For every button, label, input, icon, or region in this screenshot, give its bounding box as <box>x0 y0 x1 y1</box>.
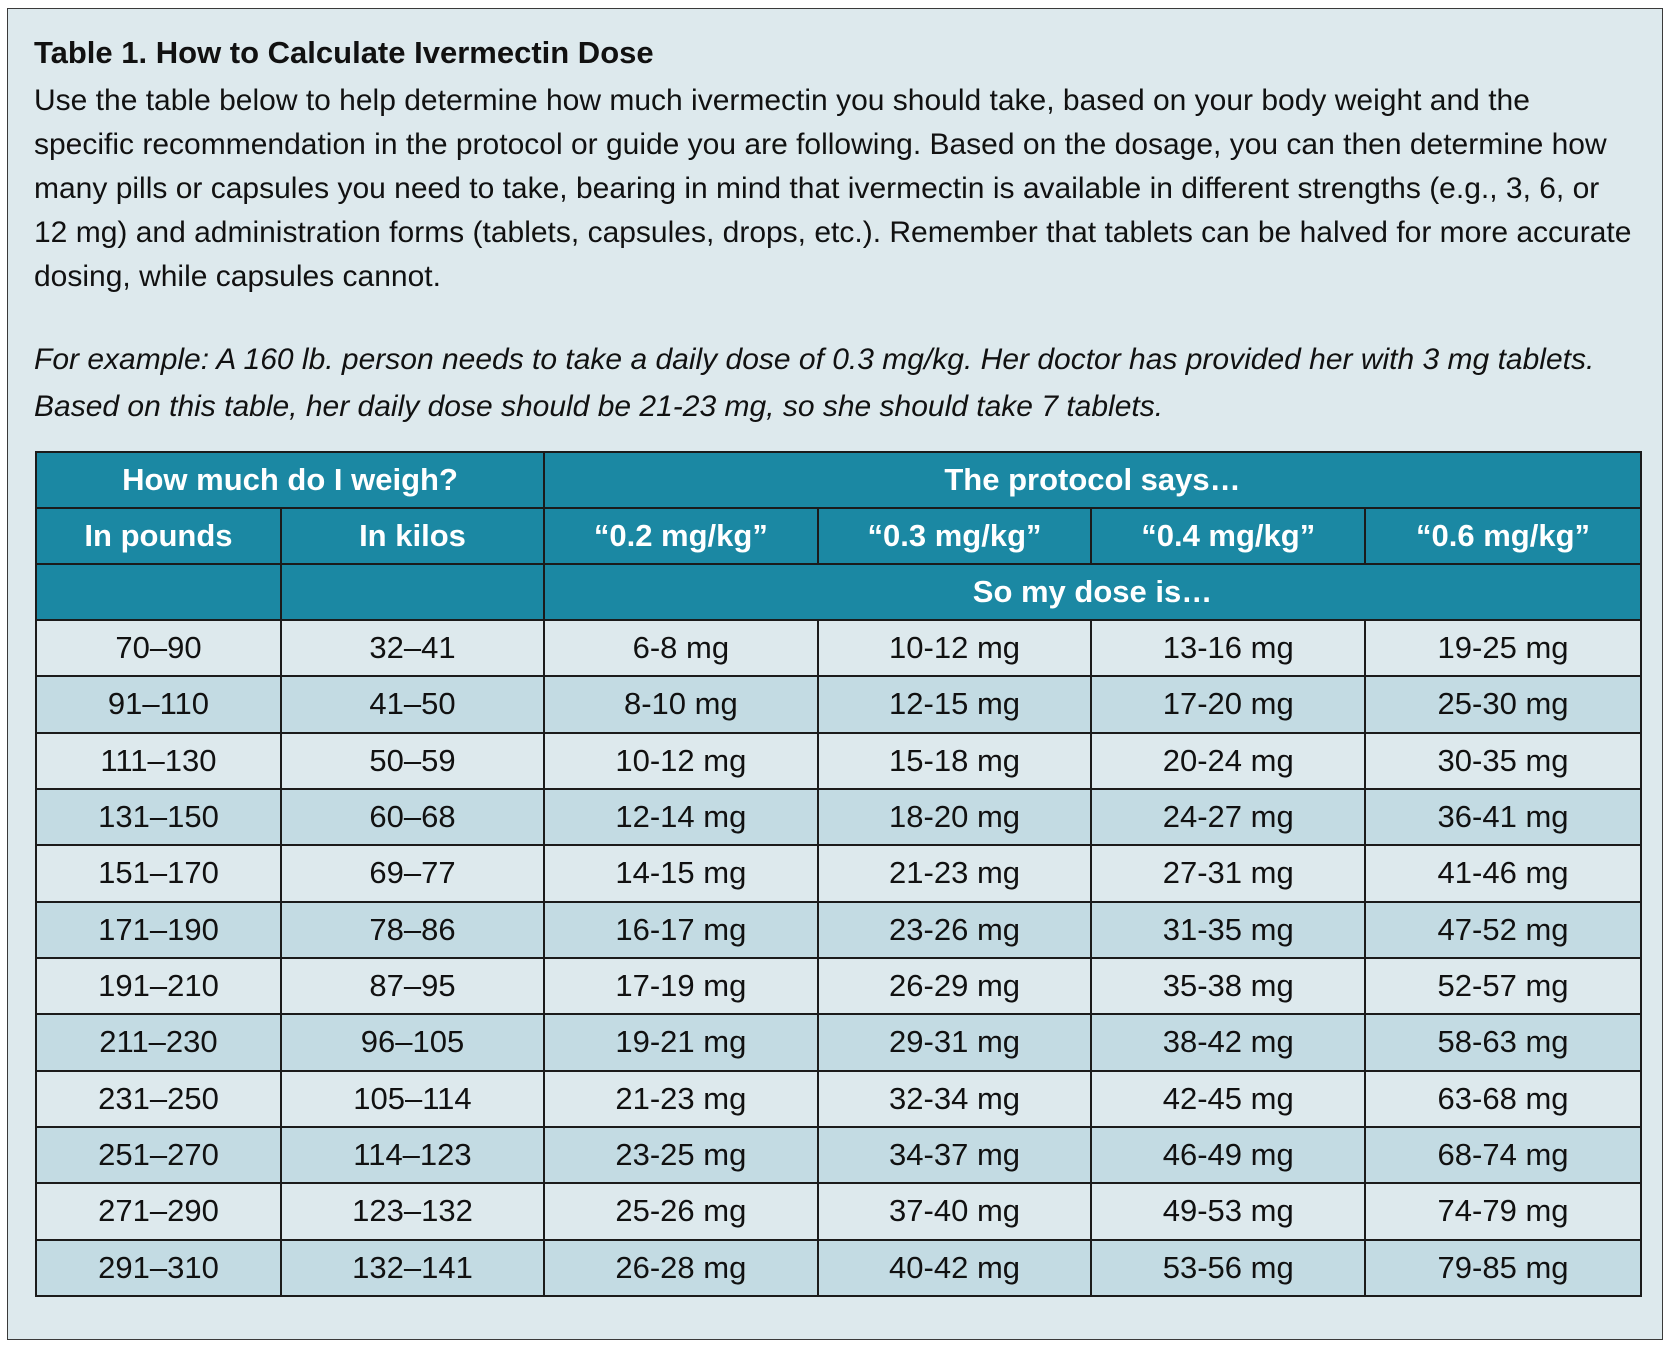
intro-paragraph: Use the table below to help determine how much ivermectin you should take, based on your body weight and the specific recommendation in the protocol or guide you are following. Based on the dosage, you can then determine how many pills or capsules you need to take, bearing in mind that ivermectin is available in different strengths (e.g., 3, 6, or 12 mg) and administration forms (tablets, capsules, drops, etc.). Remember that tablets can be halved for more accurate dosing, while capsules cannot. <box>34 84 1632 293</box>
pounds-cell: 131–150 <box>36 789 281 845</box>
dose-0-3-cell: 32-34 mg <box>818 1071 1092 1127</box>
dose-0-3-cell: 23-26 mg <box>818 902 1092 958</box>
dose-0-6-cell: 30-35 mg <box>1365 733 1641 789</box>
dose-0-6-cell: 63-68 mg <box>1365 1071 1641 1127</box>
dose-0-4-cell: 20-24 mg <box>1091 733 1365 789</box>
pounds-cell: 171–190 <box>36 902 281 958</box>
header-dose-0-2: “0.2 mg/kg” <box>544 508 818 564</box>
table-row <box>36 1014 1641 1070</box>
dose-0-3-cell: 10-12 mg <box>818 620 1092 676</box>
pounds-cell: 291–310 <box>36 1240 281 1296</box>
dose-0-6-cell: 25-30 mg <box>1365 676 1641 732</box>
kilos-cell: 69–77 <box>281 845 544 901</box>
pounds-cell: 251–270 <box>36 1127 281 1183</box>
kilos-cell: 41–50 <box>281 676 544 732</box>
dose-0-4-cell: 35-38 mg <box>1091 958 1365 1014</box>
dose-0-6-cell: 79-85 mg <box>1365 1240 1641 1296</box>
table-row <box>36 789 1641 845</box>
kilos-cell: 78–86 <box>281 902 544 958</box>
dose-0-6-cell: 47-52 mg <box>1365 902 1641 958</box>
dose-0-2-cell: 16-17 mg <box>544 902 818 958</box>
dose-0-2-cell: 14-15 mg <box>544 845 818 901</box>
dose-0-2-cell: 12-14 mg <box>544 789 818 845</box>
pounds-cell: 111–130 <box>36 733 281 789</box>
table-row <box>36 1183 1641 1239</box>
table-row <box>36 845 1641 901</box>
pounds-cell: 211–230 <box>36 1014 281 1070</box>
dose-0-4-cell: 24-27 mg <box>1091 789 1365 845</box>
dose-0-3-cell: 12-15 mg <box>818 676 1092 732</box>
header-dose-0-6: “0.6 mg/kg” <box>1365 508 1641 564</box>
table-title: Table 1. How to Calculate Ivermectin Dose <box>34 35 654 70</box>
table-row <box>36 902 1641 958</box>
dose-0-6-cell: 41-46 mg <box>1365 845 1641 901</box>
dose-0-4-cell: 46-49 mg <box>1091 1127 1365 1183</box>
dose-0-3-cell: 29-31 mg <box>818 1014 1092 1070</box>
kilos-cell: 123–132 <box>281 1183 544 1239</box>
dose-0-6-cell: 36-41 mg <box>1365 789 1641 845</box>
table-row <box>36 733 1641 789</box>
dose-0-4-cell: 49-53 mg <box>1091 1183 1365 1239</box>
table-row <box>36 1127 1641 1183</box>
table-panel <box>7 8 1663 1340</box>
kilos-cell: 60–68 <box>281 789 544 845</box>
dose-0-2-cell: 25-26 mg <box>544 1183 818 1239</box>
pounds-cell: 231–250 <box>36 1071 281 1127</box>
header-weigh: How much do I weigh? <box>36 452 544 508</box>
dose-0-3-cell: 26-29 mg <box>818 958 1092 1014</box>
dose-0-4-cell: 53-56 mg <box>1091 1240 1365 1296</box>
dose-0-2-cell: 26-28 mg <box>544 1240 818 1296</box>
pounds-cell: 271–290 <box>36 1183 281 1239</box>
pounds-cell: 70–90 <box>36 620 281 676</box>
header-empty-kilos <box>281 564 544 620</box>
table-row <box>36 676 1641 732</box>
dose-0-4-cell: 17-20 mg <box>1091 676 1365 732</box>
dose-0-4-cell: 42-45 mg <box>1091 1071 1365 1127</box>
table-row <box>36 1240 1641 1296</box>
dose-0-3-cell: 37-40 mg <box>818 1183 1092 1239</box>
header-my-dose: So my dose is… <box>544 564 1641 620</box>
kilos-cell: 50–59 <box>281 733 544 789</box>
pounds-cell: 191–210 <box>36 958 281 1014</box>
dose-0-3-cell: 21-23 mg <box>818 845 1092 901</box>
table-row <box>36 1071 1641 1127</box>
pounds-cell: 151–170 <box>36 845 281 901</box>
kilos-cell: 105–114 <box>281 1071 544 1127</box>
dose-0-2-cell: 23-25 mg <box>544 1127 818 1183</box>
header-empty-pounds <box>36 564 281 620</box>
kilos-cell: 32–41 <box>281 620 544 676</box>
dose-0-6-cell: 68-74 mg <box>1365 1127 1641 1183</box>
pounds-cell: 91–110 <box>36 676 281 732</box>
table-row <box>36 620 1641 676</box>
dose-0-3-cell: 15-18 mg <box>818 733 1092 789</box>
example-paragraph: For example: A 160 lb. person needs to take a daily dose of 0.3 mg/kg. Her doctor has provided her with 3 mg tablets. Based on this table, her daily dose should be 21-23 mg, so she should take 7 tablets. <box>34 343 1595 423</box>
dose-0-4-cell: 38-42 mg <box>1091 1014 1365 1070</box>
dose-0-2-cell: 17-19 mg <box>544 958 818 1014</box>
kilos-cell: 87–95 <box>281 958 544 1014</box>
header-kilos: In kilos <box>281 508 544 564</box>
dose-0-2-cell: 6-8 mg <box>544 620 818 676</box>
dose-0-6-cell: 19-25 mg <box>1365 620 1641 676</box>
dose-0-4-cell: 31-35 mg <box>1091 902 1365 958</box>
dose-0-4-cell: 27-31 mg <box>1091 845 1365 901</box>
dose-0-6-cell: 52-57 mg <box>1365 958 1641 1014</box>
dose-0-3-cell: 18-20 mg <box>818 789 1092 845</box>
kilos-cell: 96–105 <box>281 1014 544 1070</box>
dose-table <box>35 451 1642 1297</box>
dose-0-2-cell: 21-23 mg <box>544 1071 818 1127</box>
dose-0-2-cell: 10-12 mg <box>544 733 818 789</box>
dose-0-3-cell: 40-42 mg <box>818 1240 1092 1296</box>
header-pounds: In pounds <box>36 508 281 564</box>
dose-0-3-cell: 34-37 mg <box>818 1127 1092 1183</box>
dose-0-2-cell: 19-21 mg <box>544 1014 818 1070</box>
dose-0-6-cell: 58-63 mg <box>1365 1014 1641 1070</box>
kilos-cell: 132–141 <box>281 1240 544 1296</box>
dose-0-6-cell: 74-79 mg <box>1365 1183 1641 1239</box>
dose-0-2-cell: 8-10 mg <box>544 676 818 732</box>
header-dose-0-4: “0.4 mg/kg” <box>1091 508 1365 564</box>
table-row <box>36 958 1641 1014</box>
header-protocol: The protocol says… <box>544 452 1641 508</box>
header-dose-0-3: “0.3 mg/kg” <box>818 508 1092 564</box>
dose-0-4-cell: 13-16 mg <box>1091 620 1365 676</box>
kilos-cell: 114–123 <box>281 1127 544 1183</box>
